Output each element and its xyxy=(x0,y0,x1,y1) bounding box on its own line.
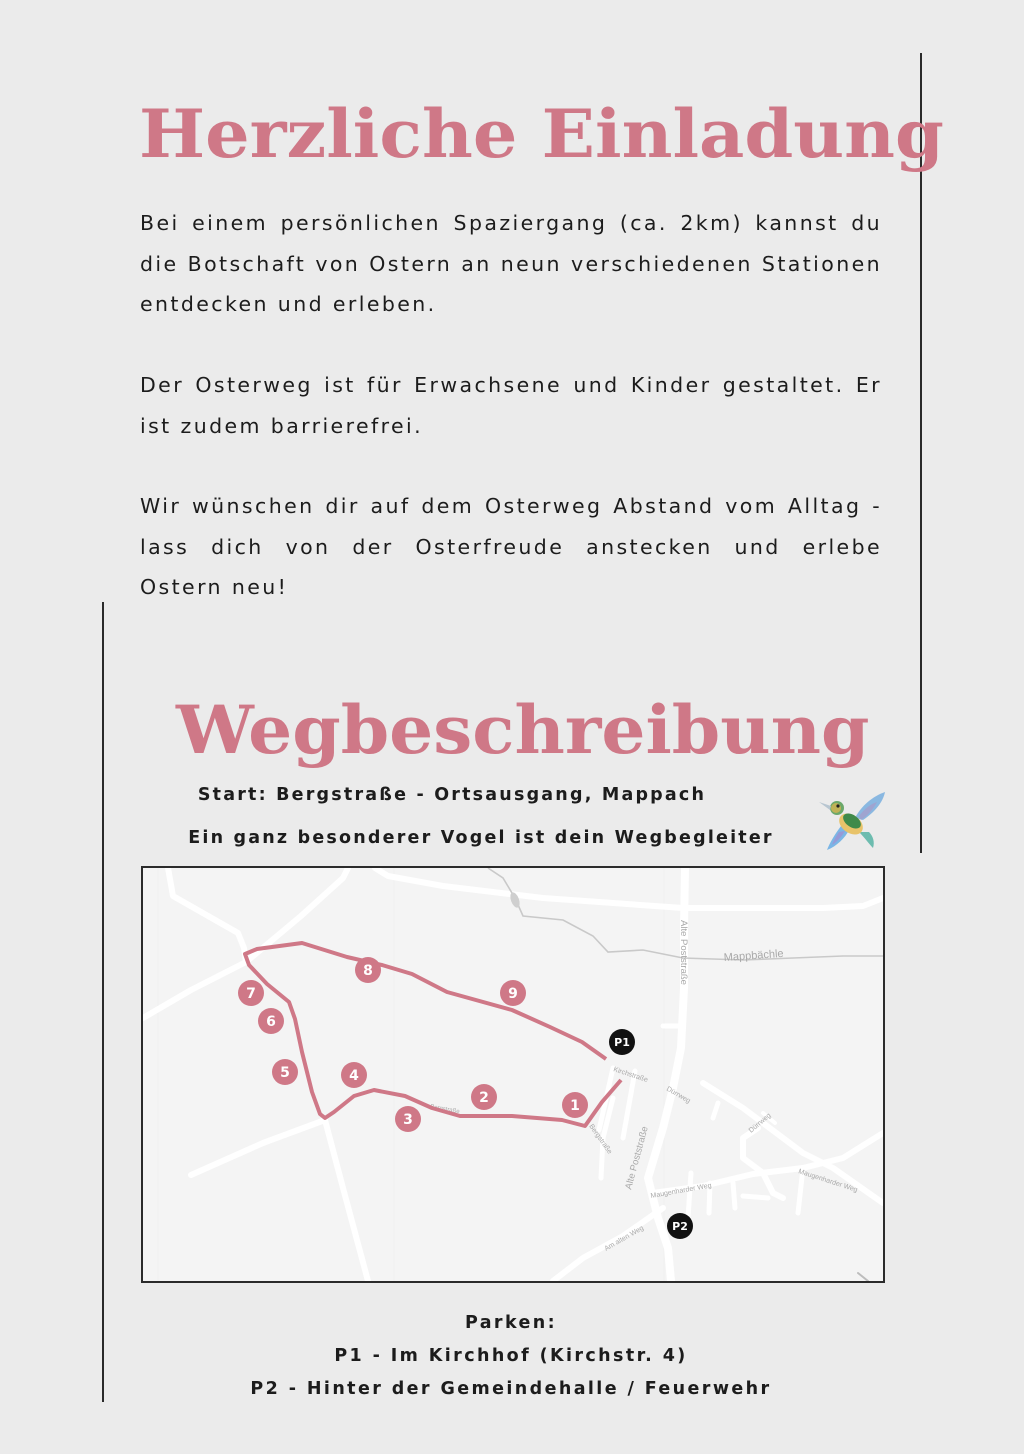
map-roads xyxy=(143,868,883,1281)
marker-label: 5 xyxy=(280,1065,290,1082)
station-marker-2[interactable] xyxy=(471,1084,497,1110)
street-label: Dürrweg xyxy=(747,1112,773,1135)
street-labels xyxy=(430,920,859,1253)
hummingbird-icon xyxy=(815,788,889,852)
intro-paragraph: Bei einem persönlichen Spaziergang (ca. 2km) kannst du die Botschaft von Ostern an neun verschiedenen Stationen entdecken und erleben. xyxy=(140,211,882,316)
station-markers xyxy=(238,957,588,1132)
marker-label: 2 xyxy=(479,1090,489,1107)
street-label: Am alten Weg xyxy=(603,1224,645,1253)
marker-label: 7 xyxy=(246,986,256,1003)
marker-label: 1 xyxy=(570,1098,580,1115)
intro-paragraph: Der Osterweg ist für Erwachsene und Kinder gestaltet. Er ist zudem barrierefrei. xyxy=(140,373,882,438)
companion-note: Ein ganz besonderer Vogel ist dein Wegbegleiter xyxy=(188,828,774,848)
street-label: Kirchstraße xyxy=(612,1066,649,1084)
street-label: Alte Poststraße xyxy=(623,1125,651,1191)
parking-heading: Parken: xyxy=(464,1313,558,1333)
marker-label: 9 xyxy=(508,986,518,1003)
parking-marker-p1[interactable] xyxy=(609,1029,635,1055)
page-title: Herzliche Einladung xyxy=(139,95,944,173)
marker-label: P1 xyxy=(614,1035,630,1049)
street-label: Maugenharder Weg xyxy=(650,1182,713,1200)
street-label: Mappbächle xyxy=(723,947,785,964)
parking-marker-p2[interactable] xyxy=(667,1213,693,1239)
station-marker-5[interactable] xyxy=(272,1059,298,1085)
marker-label: 4 xyxy=(349,1068,359,1085)
street-label: Bergstraße xyxy=(587,1123,613,1156)
station-marker-8[interactable] xyxy=(355,957,381,983)
start-location: Start: Bergstraße - Ortsausgang, Mappach xyxy=(197,785,707,805)
marker-label: P2 xyxy=(672,1219,688,1233)
street-label: Maugenharder Weg xyxy=(797,1168,859,1194)
station-marker-6[interactable] xyxy=(258,1008,284,1034)
station-marker-1[interactable] xyxy=(562,1092,588,1118)
station-marker-7[interactable] xyxy=(238,980,264,1006)
street-label: Dürrweg xyxy=(665,1085,692,1105)
station-marker-9[interactable] xyxy=(500,980,526,1006)
intro-paragraph: Wir wünschen dir auf dem Osterweg Abstand vom Alltag - lass dich von der Osterfreude anstecken und erlebe Ostern neu! xyxy=(140,494,882,599)
street-label: Bergstraße xyxy=(429,1104,460,1116)
parking-p2-info: P2 - Hinter der Gemeindehalle / Feuerwehr xyxy=(250,1379,772,1399)
parking-p1-info: P1 - Im Kirchhof (Kirchstr. 4) xyxy=(334,1346,688,1366)
station-marker-3[interactable] xyxy=(395,1106,421,1132)
decorative-divider-left xyxy=(102,602,104,1402)
street-label: Alte Poststraße xyxy=(678,920,689,985)
station-marker-4[interactable] xyxy=(341,1062,367,1088)
marker-label: 8 xyxy=(363,963,373,980)
route-map[interactable] xyxy=(141,866,885,1283)
section-title: Wegbeschreibung xyxy=(176,691,870,769)
marker-label: 6 xyxy=(266,1014,276,1031)
marker-label: 3 xyxy=(403,1112,413,1129)
